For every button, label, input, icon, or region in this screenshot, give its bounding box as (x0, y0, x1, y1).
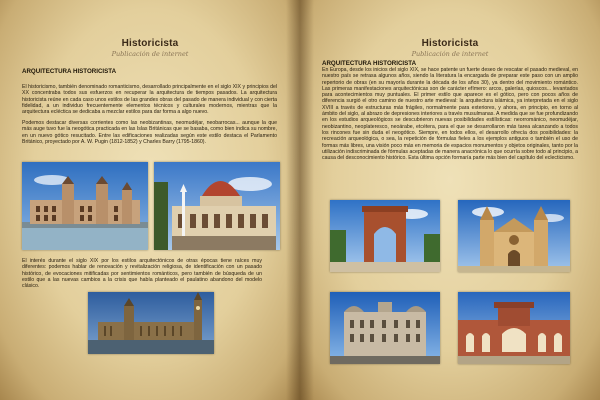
left-section-heading: ARQUITECTURA HISTORICISTA (22, 68, 117, 75)
left-title: Historicista (121, 38, 179, 49)
arch-photo (330, 200, 440, 272)
left-second-paragraph: Podemos destacar diversas corrientes como las neobizantinas, neomudéjar, neobarrocas... aunque la que más auge tuvo fue la neogótica practicada en las Islas Británicas que se basaba, como bien indica su nombre, en un nuevo gótico resucitado. Entre las edificaciones realizadas según este estilo destaca el Parlamento Británico, proyectado por A. W. Pugin (1812-1852) y Charles Barry (1795-1860). (22, 120, 277, 145)
dome-building-photo (154, 162, 280, 250)
left-closing-paragraph: El interés durante el siglo XIX por los estilos arquitectónicos de otras épocas tiene raíces muy diferentes: podemos hablar de renovación y revitalización religiosa, de identificación con un pasado histórico, de evocaciones mitificadas por sentimientos románticos, pero también de búsqueda de un estilo que a las nuevas cambios a la crisis que había planteado el paulatino abandono del modelo clásico. (22, 258, 262, 290)
palace-photo (22, 162, 148, 250)
parliament-photo (88, 292, 214, 354)
left-subtitle: Publicación de internet (111, 50, 189, 58)
right-section-heading: ARQUITECTURA HISTORICISTA (322, 60, 417, 67)
right-title: Historicista (421, 38, 479, 49)
ornate-building-photo (330, 292, 440, 364)
right-body-paragraph: En Europa, desde los inicios del siglo XIX, se hace patente un fuerte deseo de rescatar el pasado medieval, en nuestro país se retrasa algunos años, siendo la literatura la encargada de preparar este paso con un amplio repertorio de obras (en su mayoría durante la década de los años 30), ya dentro del movimiento romántico. Las primeras manifestaciones arquitectónicas son de carácter efímero: arcos, galerías, quioscos... levantados para acontecimientos muy puntuales. El primer estilo que aparece es el gótico, pero con pocos años de diferencia surgió el otro camino de nuestro arte medieval: la arquitectura islámica, ya interpretada en el siglo XVIII a través de estructuras más frágiles, normalmente para exteriores, y ahora, en principio, en torno al ámbito del siglo, al abrazo de depresiones interiores a través musulmanas. A medida que se fue profundizando en los estudios arqueológicos se descubrieron nuevas posibilidades estilísticas: neorrománico, neomudéjar, neobizantino, neoplateresco, neoárabe, etcétera, para el que se desarrollaron más tarea alcanzando a todos los rincones fue sin duda el neogótico. Siempre, en todos ellos, el desarrollo ofrecía dos posibilidades: la recreación arqueológica, o sea, la repetición de fórmulas fieles a los ejemplos antiguos o también el uso de formas más libres, una visión poco más en memoria de espacios monumentos y objetos originales, tanto por la utilización indiscriminada de fórmulas aceptadas de manera anacrónica lo que ocurría sobre todo al principio, a causa del desconocimiento histórico. Esta última opción formaría parte más bien del capítulo del eclecticismo. (322, 67, 578, 162)
neomudejar-photo (458, 292, 570, 364)
church-photo (458, 200, 570, 272)
right-header (370, 38, 530, 58)
left-header (70, 38, 230, 58)
right-page (300, 0, 600, 400)
right-subtitle: Publicación de internet (411, 50, 489, 58)
left-intro-paragraph: El historicismo, también denominado romanticismo, desarrollado principalmente en el siglo XIX y principios del XX concentraba todos sus esfuerzos en recuperar la arquitectura de tiempos pasados. La arquitectura historicista reúne en cada caso unos estilos de las grandes obras del pasado de manera individual y con cierta fidelidad, a un individuo frecuentemente elementos técnicos y culturales modernos, mientras que la arquitectura ecléctica se dedicaba a mezclar estilos para dar forma a algo nuevo. (22, 84, 277, 116)
